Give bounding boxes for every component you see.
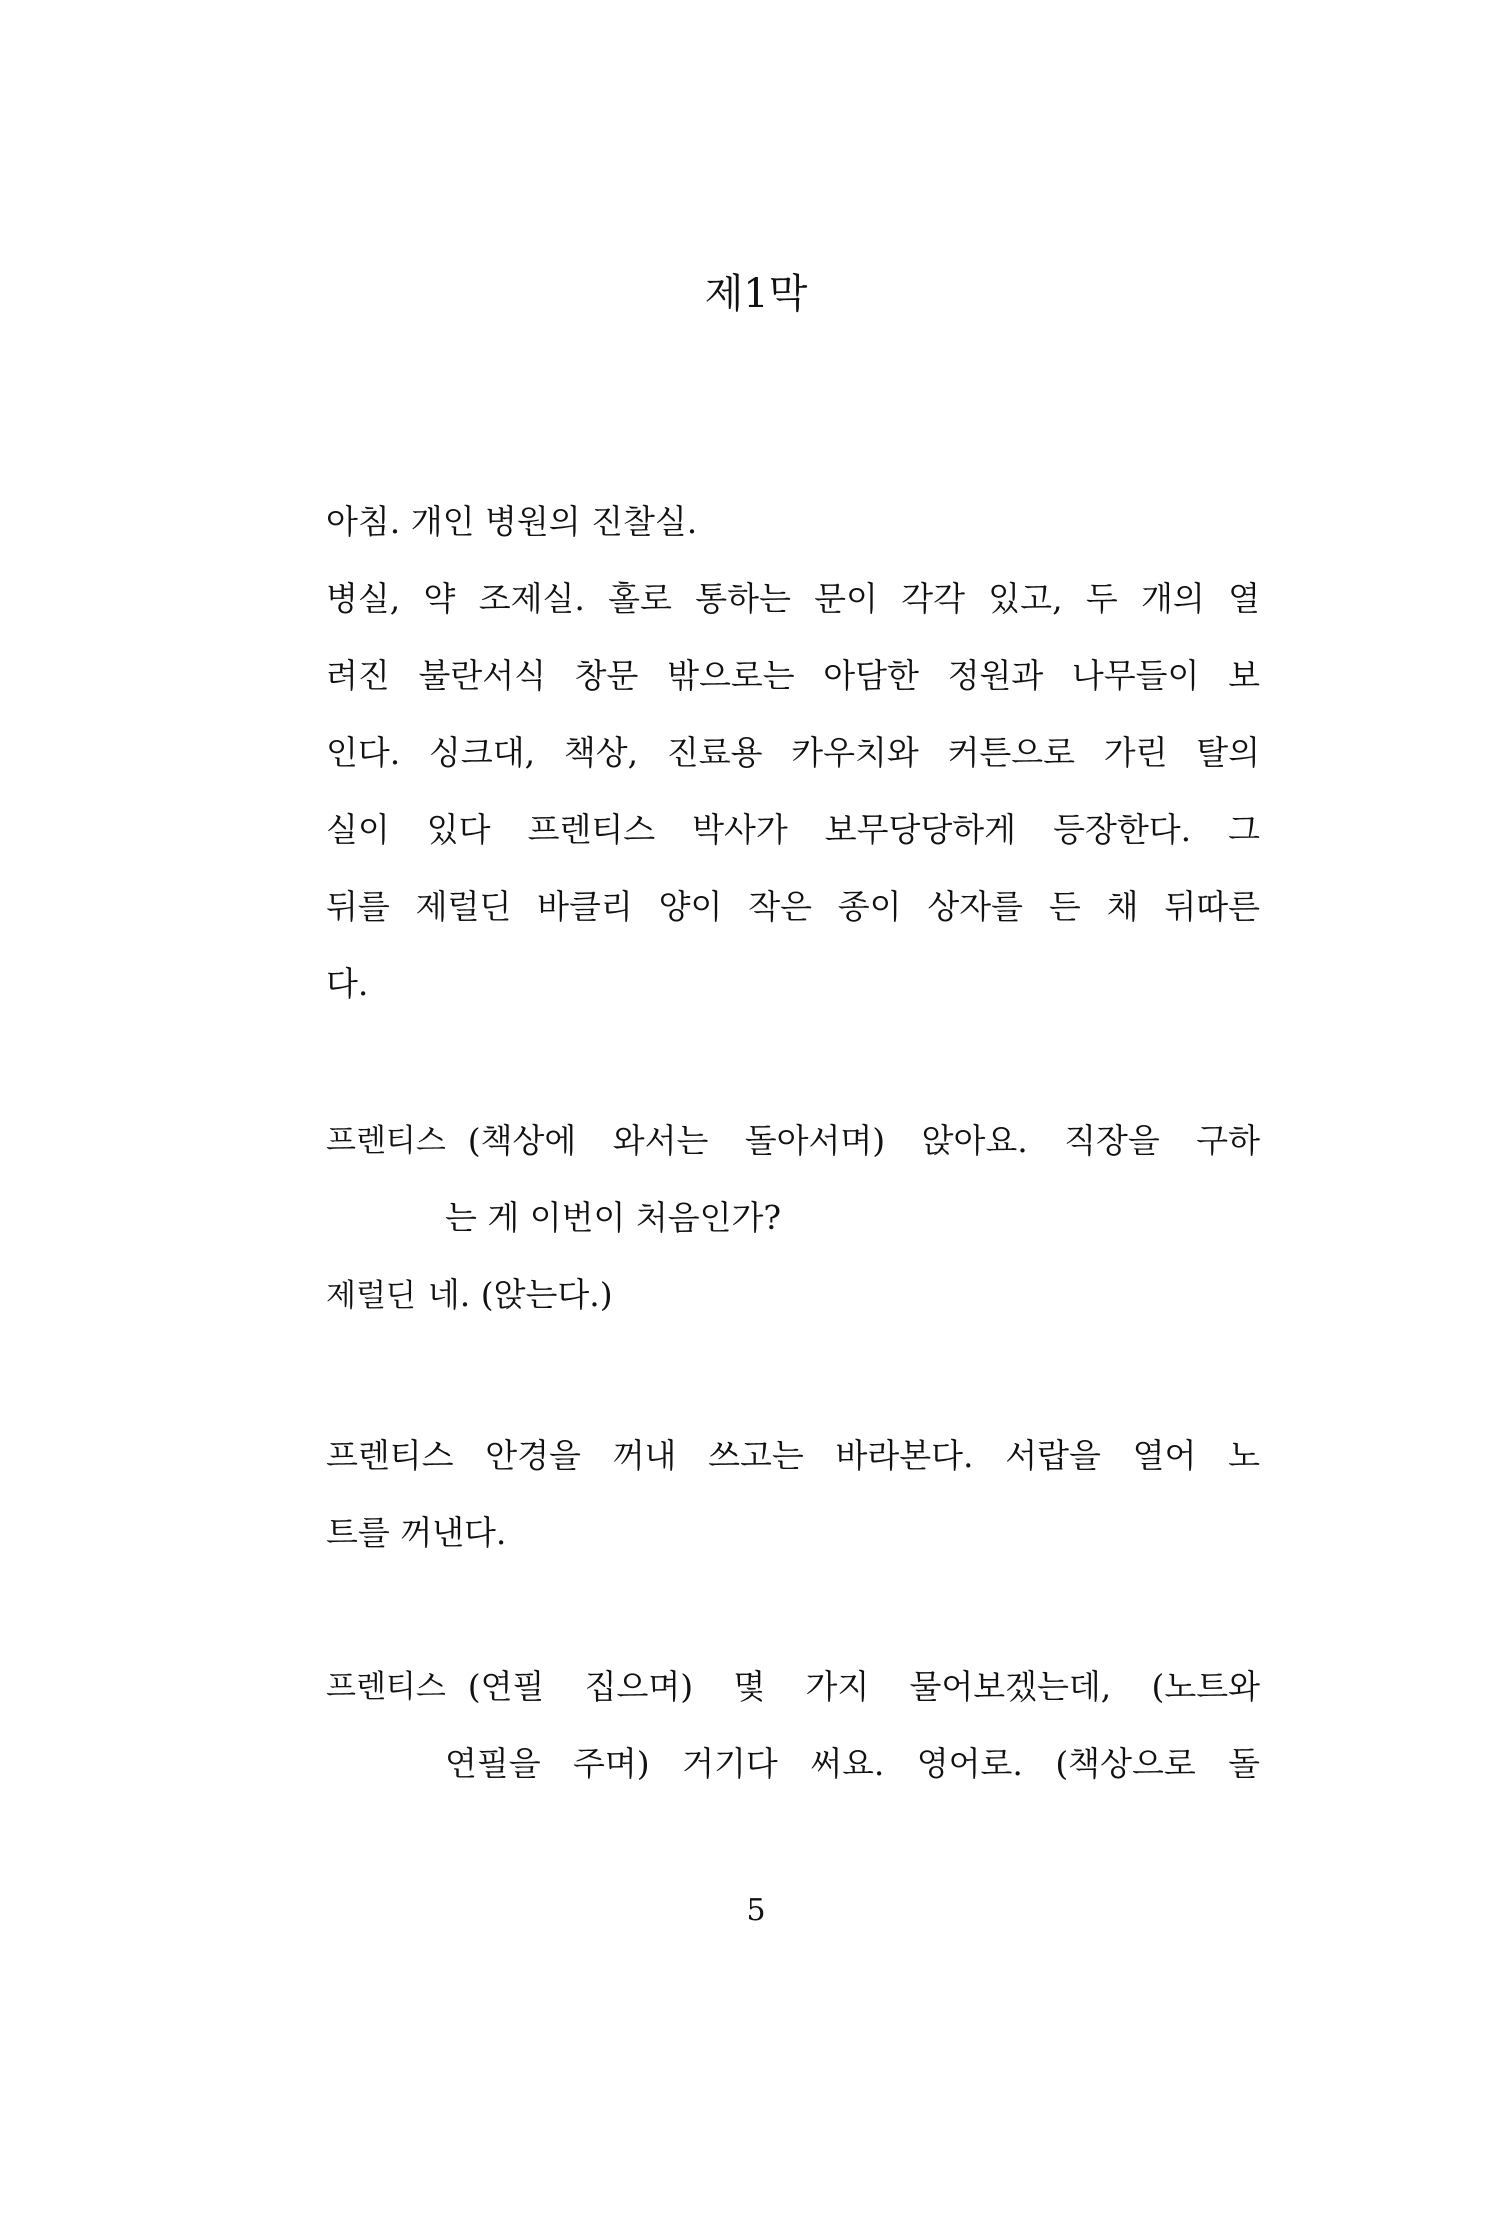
speaker-name: 프렌티스 bbox=[326, 1123, 446, 1159]
dialogue-prentice-2 bbox=[326, 1664, 1260, 1710]
stage-direction-line: 트를 꺼낸다. bbox=[326, 1513, 507, 1552]
dialogue-text: (책상에 와서는 돌아서며) 앉아요. 직장을 구하 bbox=[467, 1121, 1260, 1160]
stage-direction-line: 아침. 개인 병원의 진찰실. bbox=[326, 502, 698, 541]
speaker-name: 프렌티스 bbox=[326, 1669, 446, 1705]
dialogue-geraldine-1 bbox=[326, 1272, 1260, 1318]
dialogue-text: 네. (앉는다.) bbox=[427, 1275, 613, 1314]
dialogue-text: (연필 집으며) 몇 가지 물어보겠는데, (노트와 bbox=[467, 1667, 1260, 1706]
speaker-name: 제럴딘 bbox=[326, 1278, 416, 1314]
dialogue-text: 는 게 이번이 처음인가? bbox=[445, 1198, 782, 1237]
page-number: 5 bbox=[746, 1893, 766, 1928]
stage-direction-line: 인다. 싱크대, 책상, 진료용 카우치와 커튼으로 가린 탈의 bbox=[326, 733, 1260, 772]
dialogue-text: 연필을 주며) 거기다 써요. 영어로. (책상으로 돌 bbox=[445, 1744, 1260, 1783]
stage-direction-line: 다. bbox=[326, 964, 369, 1003]
stage-direction-line: 려진 불란서식 창문 밖으로는 아담한 정원과 나무들이 보 bbox=[326, 656, 1260, 695]
stage-direction-line: 실이 있다 프렌티스 박사가 보무당당하게 등장한다. 그 bbox=[326, 810, 1260, 849]
stage-direction-line: 프렌티스 안경을 꺼내 쓰고는 바라본다. 서랍을 열어 노 bbox=[326, 1436, 1260, 1475]
dialogue-prentice-1 bbox=[326, 1118, 1260, 1164]
stage-direction-line: 뒤를 제럴딘 바클리 양이 작은 종이 상자를 든 채 뒤따른 bbox=[326, 887, 1260, 926]
stage-direction-line: 병실, 약 조제실. 홀로 통하는 문이 각각 있고, 두 개의 열 bbox=[326, 579, 1260, 618]
act-title: 제1막 bbox=[704, 271, 808, 317]
